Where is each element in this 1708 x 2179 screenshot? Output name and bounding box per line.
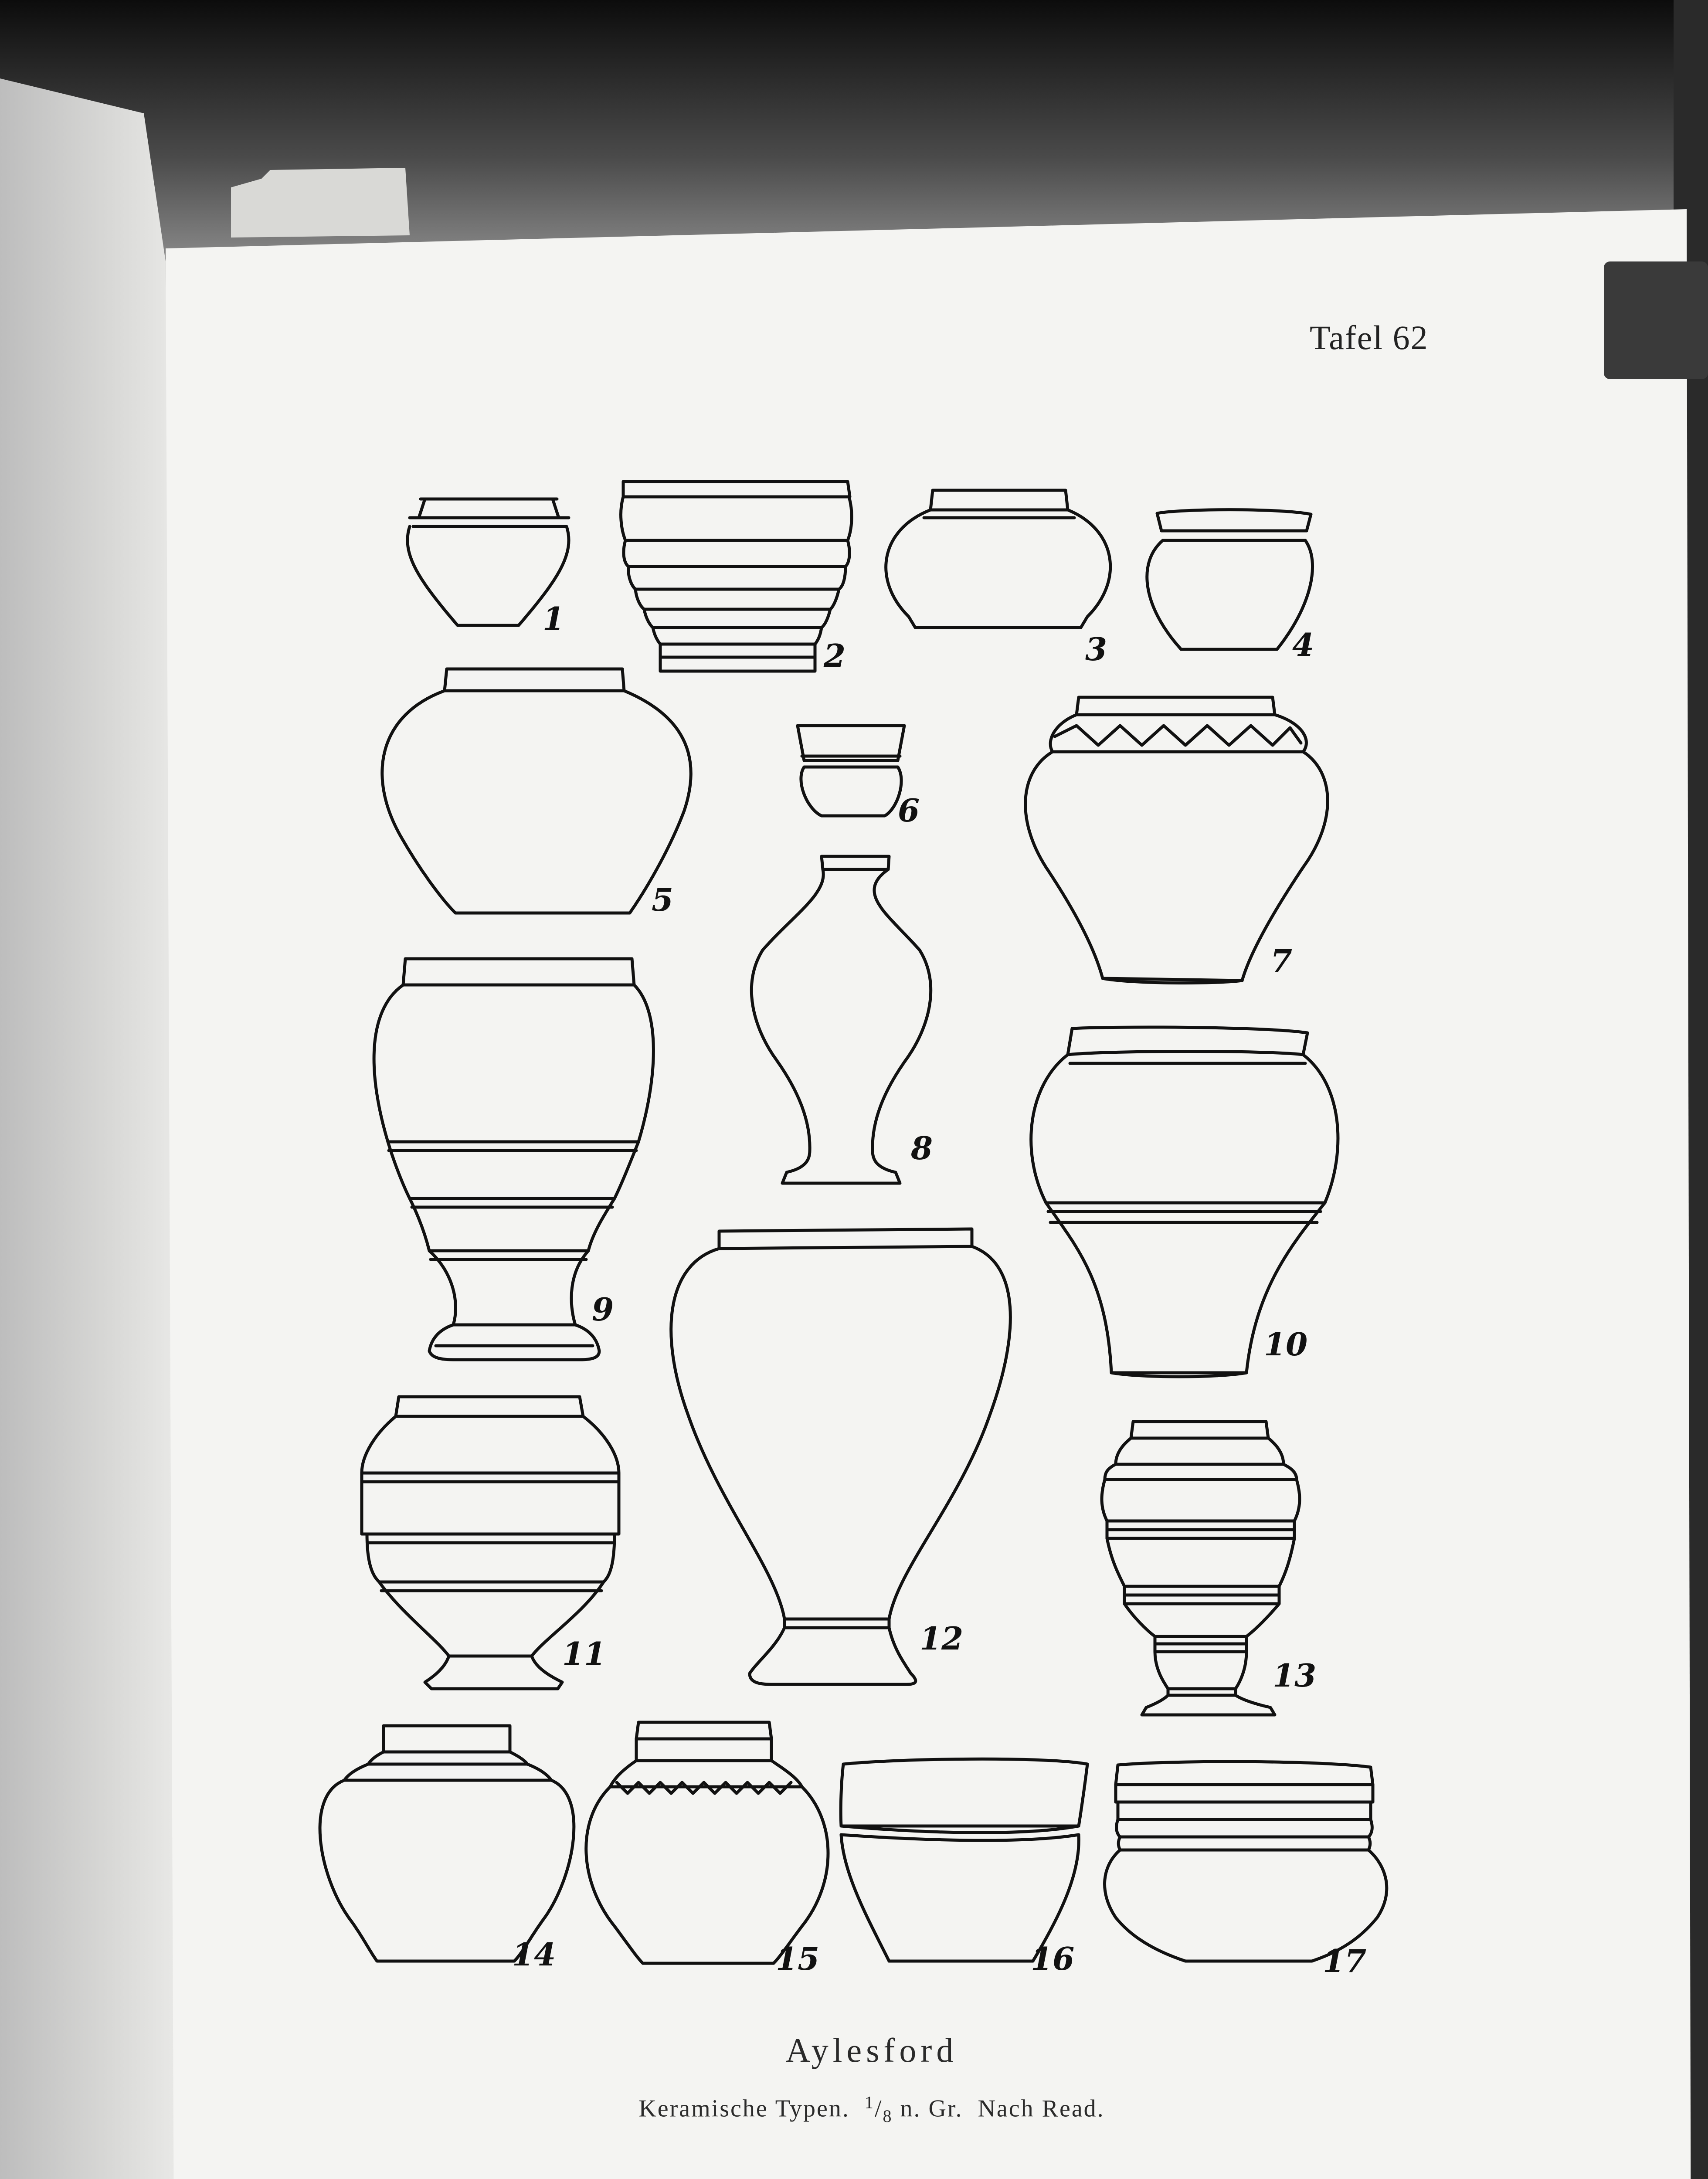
figure-number-7: 7 bbox=[1270, 942, 1293, 979]
figure-number-17: 17 bbox=[1323, 1942, 1367, 1979]
scale-suffix: n. Gr. bbox=[900, 2095, 963, 2122]
figure-number-6: 6 bbox=[898, 792, 920, 829]
figure-number-8: 8 bbox=[911, 1130, 933, 1167]
figure-number-5: 5 bbox=[652, 881, 674, 918]
figure-number-13: 13 bbox=[1273, 1657, 1317, 1694]
figure-number-1: 1 bbox=[543, 600, 565, 637]
figure-number-11: 11 bbox=[562, 1635, 606, 1672]
figure-number-9: 9 bbox=[592, 1291, 614, 1328]
scale-numerator: 1 bbox=[864, 2092, 875, 2112]
page-edge-tab bbox=[1604, 261, 1708, 379]
figure-number-16: 16 bbox=[1031, 1940, 1075, 1977]
figure-number-4: 4 bbox=[1292, 626, 1314, 663]
plate-number: Tafel 62 bbox=[1310, 319, 1429, 356]
scale-fraction: $^1/_8$ bbox=[864, 2092, 893, 2126]
caption-title: Aylesford bbox=[785, 2031, 958, 2069]
main-page bbox=[166, 209, 1691, 2179]
figure-number-12: 12 bbox=[920, 1620, 964, 1657]
figure-number-14: 14 bbox=[512, 1936, 556, 1973]
caption-source: Nach Read. bbox=[978, 2095, 1105, 2122]
left-page bbox=[0, 78, 183, 2179]
figure-number-15: 15 bbox=[776, 1940, 820, 1977]
scale-denominator: 8 bbox=[883, 2106, 893, 2126]
figure-number-3: 3 bbox=[1085, 631, 1107, 668]
figure-number-2: 2 bbox=[824, 637, 846, 674]
figure-number-10: 10 bbox=[1264, 1326, 1308, 1363]
caption-description: Keramische Typen. bbox=[638, 2095, 850, 2122]
caption-subtitle bbox=[479, 2092, 1264, 2126]
